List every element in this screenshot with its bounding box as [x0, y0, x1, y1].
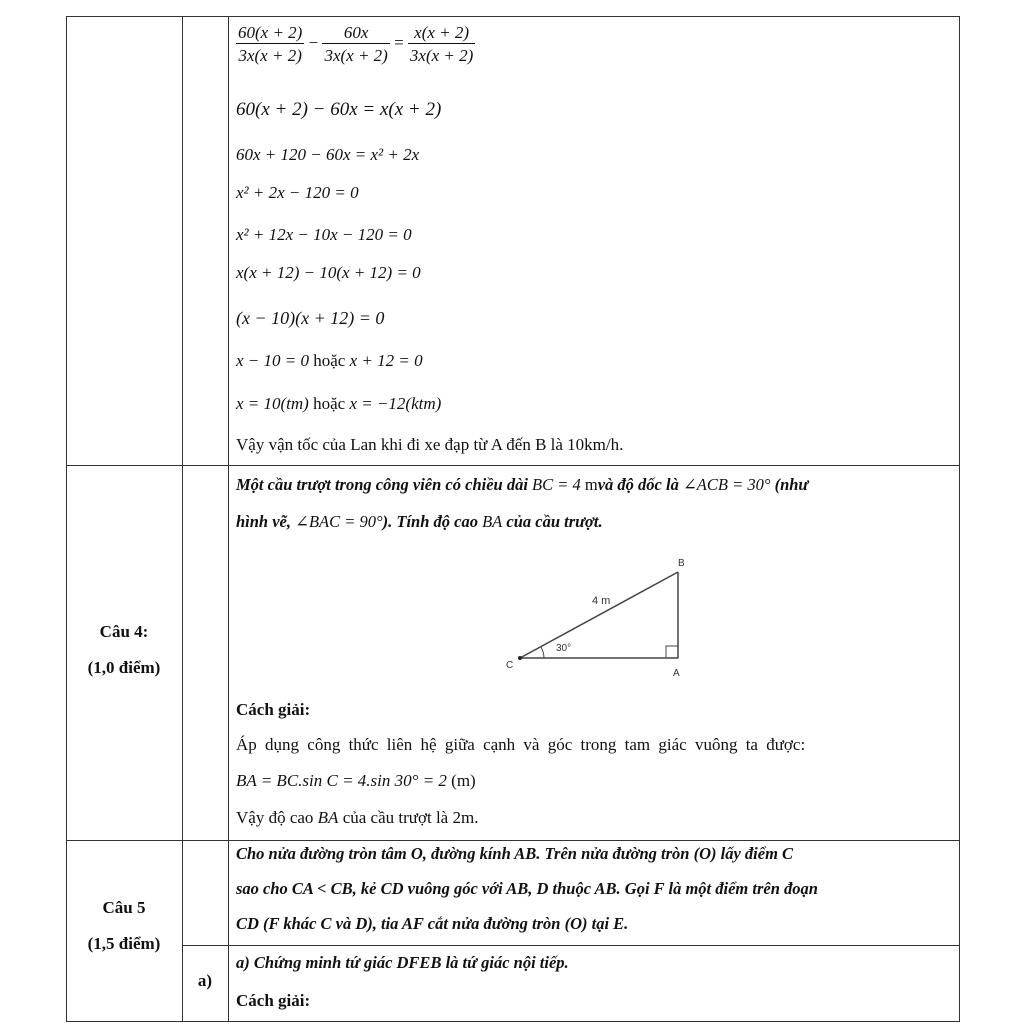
cau4-unit: (m)	[451, 771, 476, 790]
label-c: C	[506, 660, 514, 671]
table-border-bottom	[66, 1021, 960, 1022]
label-angle: 30°	[556, 643, 572, 654]
label-a: A	[673, 668, 680, 679]
step-4: x² + 12x − 10x − 120 = 0	[236, 225, 412, 244]
row-divider-1	[66, 465, 960, 466]
case-1-right: x + 12 = 0	[349, 351, 423, 370]
fraction-equation	[236, 24, 475, 64]
case-1-or: hoặc	[313, 351, 346, 370]
minus-sign: −	[308, 32, 319, 52]
cau4-problem-1b: BC = 4	[532, 475, 581, 494]
cau4-problem-line2	[236, 514, 603, 531]
case-line-2	[236, 395, 441, 412]
cau5-solution-title: Cách giải:	[236, 991, 311, 1010]
label-b: B	[678, 558, 685, 569]
label-side: 4 m	[592, 595, 611, 607]
cau4-solution-line1: Áp dụng công thức liên hệ giữa cạnh và góc trong tam giác vuông ta được:	[236, 735, 806, 754]
cau4-conclusion-c: của cầu trượt là 2m.	[342, 808, 479, 827]
cau4-problem-line1	[236, 477, 808, 494]
cau4-problem-1f: (như	[774, 475, 809, 494]
cau4-problem-1d: và độ dốc là	[597, 475, 679, 494]
fraction-c-denominator: 3x(x + 2)	[409, 46, 474, 65]
table-border-left	[66, 16, 67, 1022]
fraction-b-numerator: 60x	[322, 24, 389, 44]
table-border-top	[66, 16, 960, 17]
case-2-or: hoặc	[313, 394, 346, 413]
equals-sign: =	[394, 32, 404, 52]
cau4-points: (1,0 điểm)	[87, 658, 161, 677]
cau5-problem-line2: sao cho CA < CB, kẻ CD vuông góc với AB, D thuộc AB. Gọi F là một điểm trên đoạn	[236, 879, 818, 898]
step-5: x(x + 12) − 10(x + 12) = 0	[236, 263, 421, 282]
row-divider-2	[66, 840, 960, 841]
case-1-left: x − 10 = 0	[236, 351, 309, 370]
cau4-problem-2c: ). Tính độ cao	[382, 512, 478, 531]
cau4-problem-1e: ∠ACB = 30°	[682, 475, 771, 494]
cau4-solution-line2	[236, 772, 476, 789]
triangle-figure	[500, 550, 700, 685]
table-border-right	[959, 16, 960, 1022]
part-a-text: a) Chứng minh tứ giác DFEB là tứ giác nội tiếp.	[236, 953, 569, 972]
fraction-c	[408, 24, 475, 64]
fraction-b-denominator: 3x(x + 2)	[324, 46, 388, 65]
cau4-problem-1c: m	[584, 475, 598, 494]
cau4-label: Câu 4:	[99, 622, 149, 641]
cau4-formula: BA = BC.sin C = 4.sin 30° = 2	[236, 771, 447, 790]
column-divider-1	[182, 16, 183, 1022]
right-angle-mark	[666, 646, 678, 658]
side-bc	[520, 572, 678, 658]
cau4-conclusion-b: BA	[317, 808, 339, 827]
step-6: (x − 10)(x + 12) = 0	[236, 308, 385, 328]
cau5-problem-line3: CD (F khác C và D), tia AF cắt nửa đường tròn (O) tại E.	[236, 914, 629, 933]
cau4-problem-2b: ∠BAC = 90°	[295, 512, 383, 531]
step-2: 60x + 120 − 60x = x² + 2x	[236, 145, 420, 164]
column-divider-2	[228, 16, 229, 1022]
angle-arc	[541, 647, 544, 658]
step-1: 60(x + 2) − 60x = x(x + 2)	[236, 99, 442, 120]
case-2-right: x = −12(ktm)	[349, 394, 442, 413]
cau4-solution-title: Cách giải:	[236, 700, 311, 719]
fraction-b	[322, 24, 389, 64]
fraction-a-numerator: 60(x + 2)	[238, 23, 303, 42]
case-2-left: x = 10(tm)	[236, 394, 309, 413]
cau4-problem-2d: BA	[482, 512, 503, 531]
cau5-problem-line1: Cho nửa đường tròn tâm O, đường kính AB. Trên nửa đường tròn (O) lấy điểm C	[236, 844, 794, 863]
fraction-a-denominator: 3x(x + 2)	[238, 46, 302, 65]
cau5-points: (1,5 điểm)	[87, 934, 161, 953]
fraction-a	[236, 24, 304, 64]
cau4-conclusion-a: Vậy độ cao	[236, 808, 314, 827]
step-3: x² + 2x − 120 = 0	[236, 183, 359, 202]
cau5-label: Câu 5	[102, 898, 146, 917]
fraction-c-numerator: x(x + 2)	[408, 24, 475, 44]
point-c	[518, 656, 522, 660]
cau4-problem-2e: của cầu trượt.	[506, 512, 603, 531]
cau4-problem-1a: Một cầu trượt trong công viên có chiều dài	[236, 475, 528, 494]
case-line-1	[236, 352, 423, 369]
conclusion-row1: Vậy vận tốc của Lan khi đi xe đạp từ A đến B là 10km/h.	[236, 435, 624, 454]
cau4-problem-2a: hình vẽ,	[236, 512, 292, 531]
cau4-solution-line3	[236, 809, 478, 826]
row-divider-3	[182, 945, 960, 946]
part-a-label: a)	[197, 971, 213, 990]
